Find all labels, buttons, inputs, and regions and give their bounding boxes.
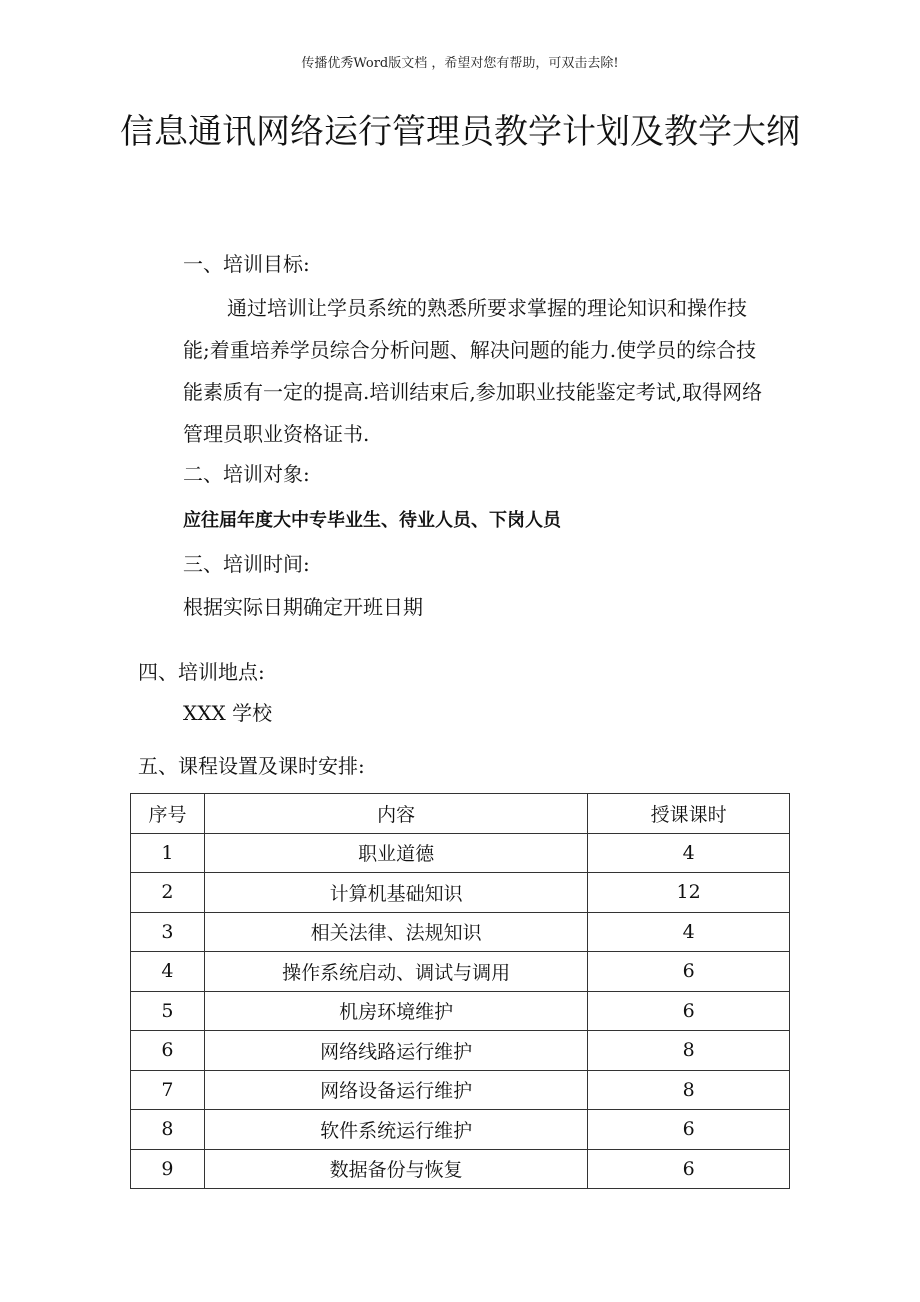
cell-hours: 6 [588,991,790,1031]
section-1-body: 通过培训让学员系统的熟悉所要求掌握的理论知识和操作技能;着重培养学员综合分析问题、解决问题的能力.使学员的综合技能素质有一定的提高.培训结束后,参加职业技能鉴定考试,取得网络管理员职业资格证书. [183,296,763,446]
cell-content: 网络设备运行维护 [204,1070,587,1110]
cell-index: 1 [131,833,205,873]
cell-content: 数据备份与恢复 [204,1149,587,1189]
cell-hours: 6 [588,1149,790,1189]
table-row [131,1149,790,1189]
cell-content: 计算机基础知识 [204,873,587,913]
cell-content: 网络线路运行维护 [204,1031,587,1071]
section-3-heading: 三、培训时间: [183,552,310,576]
cell-content: 职业道德 [204,833,587,873]
table-row [131,833,790,873]
header-content: 内容 [204,794,587,834]
cell-hours: 8 [588,1031,790,1071]
table-row [131,1031,790,1071]
table-row [131,912,790,952]
cell-index: 6 [131,1031,205,1071]
table-row [131,873,790,913]
header-hours: 授课课时 [588,794,790,834]
cell-hours: 6 [588,1110,790,1150]
cell-index: 5 [131,991,205,1031]
cell-index: 8 [131,1110,205,1150]
section-4-body: XXX 学校 [183,701,273,725]
section-3-body: 根据实际日期确定开班日期 [183,595,423,619]
section-2-body: 应往届年度大中专毕业生、待业人员、下岗人员 [183,510,561,531]
document-title: 信息通讯网络运行管理员教学计划及教学大纲 [120,112,800,152]
cell-index: 4 [131,952,205,992]
cell-hours: 4 [588,833,790,873]
cell-content: 操作系统启动、调试与调用 [204,952,587,992]
table-row [131,991,790,1031]
cell-index: 3 [131,912,205,952]
section-2-heading: 二、培训对象: [183,462,310,486]
cell-hours: 6 [588,952,790,992]
course-table [130,793,790,1189]
section-5-heading: 五、课程设置及课时安排: [138,754,365,778]
table-row [131,1110,790,1150]
table-row [131,952,790,992]
header-index: 序号 [131,794,205,834]
cell-index: 9 [131,1149,205,1189]
section-1-heading: 一、培训目标: [183,252,310,276]
cell-hours: 4 [588,912,790,952]
section-4-heading: 四、培训地点: [138,660,265,684]
table-row [131,1070,790,1110]
table-header-row [131,794,790,834]
cell-index: 7 [131,1070,205,1110]
cell-content: 机房环境维护 [204,991,587,1031]
cell-hours: 12 [588,873,790,913]
cell-content: 相关法律、法规知识 [204,912,587,952]
banner-note: 传播优秀Word版文档 ，希望对您有帮助，可双击去除! [301,56,619,71]
cell-hours: 8 [588,1070,790,1110]
cell-index: 2 [131,873,205,913]
cell-content: 软件系统运行维护 [204,1110,587,1150]
